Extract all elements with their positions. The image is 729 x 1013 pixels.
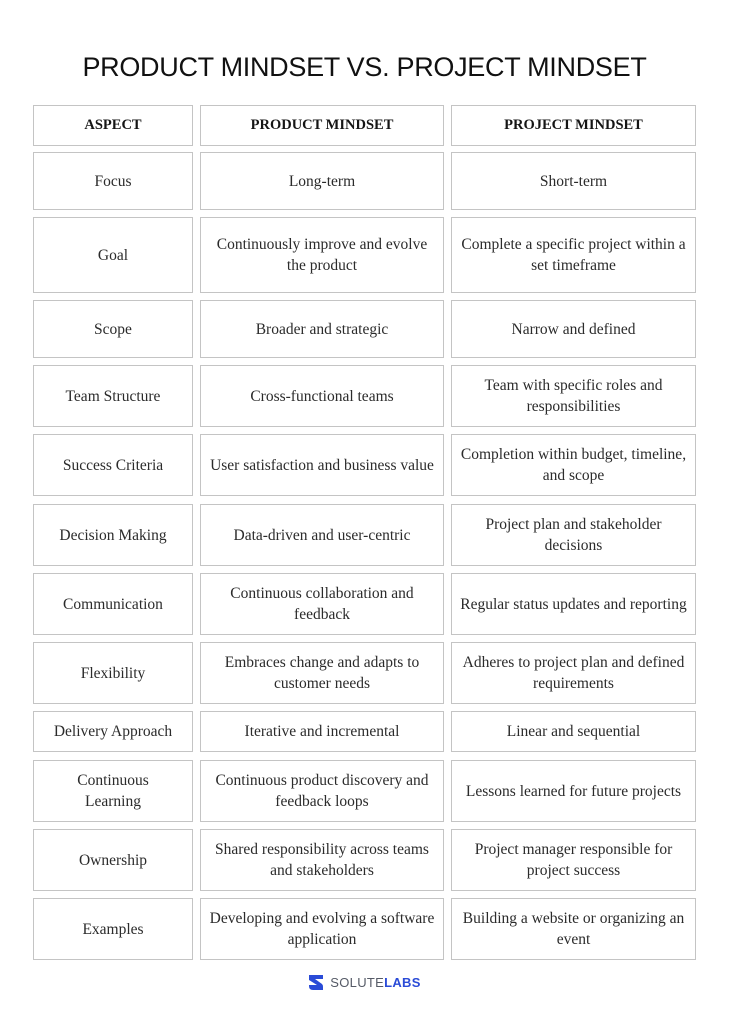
project-cell-decision-making: Project plan and stakeholder decisions: [451, 504, 696, 566]
aspect-cell-decision-making: Decision Making: [33, 504, 193, 566]
project-cell-flexibility: Adheres to project plan and defined requirements: [451, 642, 696, 704]
product-cell-focus: Long-term: [200, 152, 444, 210]
product-cell-decision-making: Data-driven and user-centric: [200, 504, 444, 566]
brand-name-part2: LABS: [384, 974, 421, 990]
project-cell-delivery-approach: Linear and sequential: [451, 711, 696, 752]
product-cell-examples: Developing and evolving a software application: [200, 898, 444, 960]
product-cell-flexibility: Embraces change and adapts to customer needs: [200, 642, 444, 704]
project-cell-communication: Regular status updates and reporting: [451, 573, 696, 635]
aspect-cell-communication: Communication: [33, 573, 193, 635]
aspect-cell-goal: Goal: [33, 217, 193, 293]
aspect-cell-continuous-learning: Continuous Learning: [33, 760, 193, 822]
aspect-cell-team-structure: Team Structure: [33, 365, 193, 427]
project-cell-ownership: Project manager responsible for project success: [451, 829, 696, 891]
header-project-mindset: PROJECT MINDSET: [451, 105, 696, 146]
aspect-cell-focus: Focus: [33, 152, 193, 210]
aspect-cell-flexibility: Flexibility: [33, 642, 193, 704]
product-cell-team-structure: Cross-functional teams: [200, 365, 444, 427]
aspect-cell-scope: Scope: [33, 300, 193, 358]
project-cell-scope: Narrow and defined: [451, 300, 696, 358]
product-cell-ownership: Shared responsibility across teams and stakeholders: [200, 829, 444, 891]
page-title: PRODUCT MINDSET VS. PROJECT MINDSET: [82, 52, 647, 82]
product-cell-continuous-learning: Continuous product discovery and feedback loops: [200, 760, 444, 822]
project-cell-team-structure: Team with specific roles and responsibilities: [451, 365, 696, 427]
product-cell-scope: Broader and strategic: [200, 300, 444, 358]
solutelabs-s-icon: [308, 974, 324, 991]
project-cell-examples: Building a website or organizing an event: [451, 898, 696, 960]
product-cell-goal: Continuously improve and evolve the product: [200, 217, 444, 293]
project-cell-goal: Complete a specific project within a set timeframe: [451, 217, 696, 293]
aspect-cell-delivery-approach: Delivery Approach: [33, 711, 193, 752]
aspect-cell-examples: Examples: [33, 898, 193, 960]
header-aspect: ASPECT: [33, 105, 193, 146]
product-cell-success-criteria: User satisfaction and business value: [200, 434, 444, 496]
solutelabs-logo: [0, 972, 729, 992]
project-cell-focus: Short-term: [451, 152, 696, 210]
brand-name-part1: SOLUTE: [330, 974, 385, 990]
product-cell-delivery-approach: Iterative and incremental: [200, 711, 444, 752]
product-cell-communication: Continuous collaboration and feedback: [200, 573, 444, 635]
aspect-cell-success-criteria: Success Criteria: [33, 434, 193, 496]
project-cell-success-criteria: Completion within budget, timeline, and scope: [451, 434, 696, 496]
aspect-cell-ownership: Ownership: [33, 829, 193, 891]
project-cell-continuous-learning: Lessons learned for future projects: [451, 760, 696, 822]
header-product-mindset: PRODUCT MINDSET: [200, 105, 444, 146]
